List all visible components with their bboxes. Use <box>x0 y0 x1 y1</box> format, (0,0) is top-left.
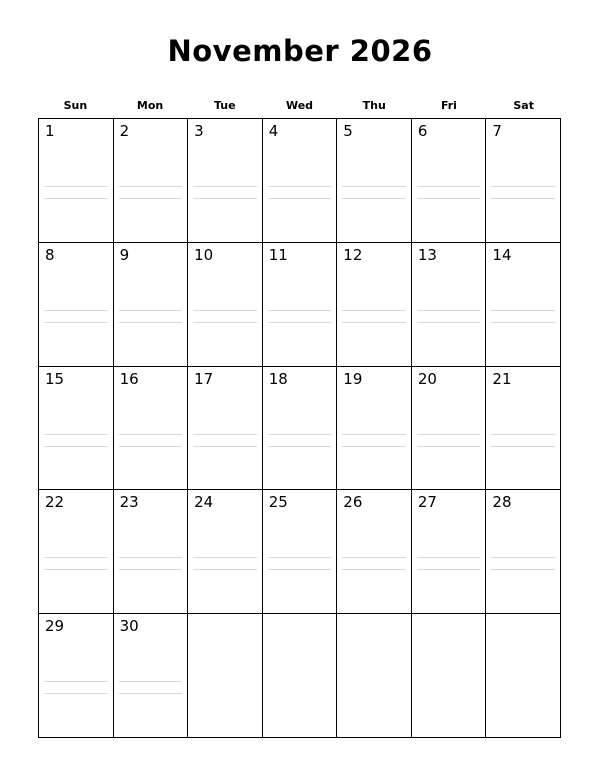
note-line <box>491 322 555 323</box>
day-cell <box>412 119 487 243</box>
day-number: 17 <box>194 369 214 388</box>
day-number: 20 <box>417 369 437 388</box>
note-line <box>491 557 555 558</box>
day-cell <box>39 243 114 367</box>
calendar-title: November 2026 <box>167 34 433 68</box>
day-cell <box>39 614 114 738</box>
note-line <box>193 186 257 187</box>
day-cell <box>337 490 412 614</box>
day-number: 5 <box>343 122 353 140</box>
note-line <box>417 186 481 187</box>
note-line <box>119 557 183 558</box>
day-cell <box>486 243 561 367</box>
note-line <box>193 446 257 447</box>
day-cell <box>412 243 487 367</box>
day-cell <box>263 243 338 367</box>
empty-day-cell <box>337 614 412 738</box>
day-number: 6 <box>417 122 428 140</box>
day-cell <box>337 119 412 243</box>
note-line <box>119 186 183 187</box>
day-number: 18 <box>268 369 288 388</box>
note-line <box>268 186 332 187</box>
note-line <box>268 557 332 558</box>
day-cell <box>486 490 561 614</box>
day-number: 21 <box>492 369 512 388</box>
note-line <box>417 310 481 311</box>
day-cell <box>114 614 189 738</box>
note-line <box>342 322 406 323</box>
note-line <box>119 434 183 435</box>
weekday-thu: Thu <box>362 99 386 112</box>
note-line <box>491 434 555 435</box>
day-cell <box>188 367 263 491</box>
note-line <box>268 310 332 311</box>
day-cell <box>39 490 114 614</box>
day-cell <box>412 367 487 491</box>
day-cell <box>114 367 189 491</box>
note-line <box>491 569 555 570</box>
day-number: 24 <box>194 493 214 512</box>
day-number: 4 <box>268 122 279 140</box>
day-cell <box>412 490 487 614</box>
note-line <box>342 557 406 558</box>
day-number: 28 <box>492 493 512 512</box>
empty-day-cell <box>486 614 561 738</box>
day-number: 13 <box>417 245 437 264</box>
note-line <box>44 557 108 558</box>
note-line <box>44 693 108 694</box>
day-number: 3 <box>194 122 204 140</box>
note-line <box>44 569 108 570</box>
note-line <box>44 446 108 447</box>
note-line <box>119 681 183 682</box>
day-cell <box>39 367 114 491</box>
empty-day-cell <box>263 614 338 738</box>
day-number: 30 <box>119 617 139 636</box>
weekday-sat: Sat <box>513 99 534 112</box>
day-number: 23 <box>119 493 139 512</box>
note-line <box>268 569 332 570</box>
note-line <box>44 681 108 682</box>
day-number: 22 <box>45 493 65 512</box>
note-line <box>491 310 555 311</box>
note-line <box>417 322 481 323</box>
weekday-sun: Sun <box>63 99 88 112</box>
day-number: 16 <box>119 369 139 388</box>
note-line <box>342 569 406 570</box>
note-line <box>268 446 332 447</box>
day-number: 9 <box>119 245 130 264</box>
note-line <box>268 198 332 199</box>
note-line <box>491 186 555 187</box>
day-cell <box>114 119 189 243</box>
empty-day-cell <box>188 614 263 738</box>
note-line <box>193 557 257 558</box>
note-line <box>491 446 555 447</box>
note-line <box>417 198 481 199</box>
day-cell <box>486 367 561 491</box>
note-line <box>417 434 481 435</box>
note-line <box>119 569 183 570</box>
day-cell <box>263 367 338 491</box>
note-line <box>268 322 332 323</box>
note-line <box>417 446 481 447</box>
weekday-mon: Mon <box>136 99 164 112</box>
note-line <box>119 198 183 199</box>
day-number: 1 <box>45 122 55 140</box>
note-line <box>342 434 406 435</box>
day-number: 25 <box>268 493 288 512</box>
note-line <box>342 198 406 199</box>
note-line <box>193 198 257 199</box>
day-number: 7 <box>492 122 502 140</box>
day-cell <box>114 490 189 614</box>
day-cell <box>263 490 338 614</box>
day-number: 2 <box>119 122 130 140</box>
day-cell <box>39 119 114 243</box>
note-line <box>268 434 332 435</box>
day-cell <box>337 243 412 367</box>
day-number: 19 <box>343 369 363 388</box>
note-line <box>342 446 406 447</box>
note-line <box>342 186 406 187</box>
note-line <box>417 557 481 558</box>
day-cell <box>337 367 412 491</box>
day-number: 12 <box>343 245 363 264</box>
day-number: 26 <box>343 493 363 512</box>
note-line <box>193 322 257 323</box>
calendar-grid <box>38 118 561 738</box>
note-line <box>193 569 257 570</box>
weekday-wed: Wed <box>285 99 314 112</box>
note-line <box>342 310 406 311</box>
note-line <box>193 434 257 435</box>
note-line <box>119 310 183 311</box>
note-line <box>44 186 108 187</box>
note-line <box>119 446 183 447</box>
note-line <box>119 693 183 694</box>
day-number: 14 <box>492 245 512 264</box>
weekday-header <box>38 99 561 115</box>
day-cell <box>188 490 263 614</box>
day-number: 11 <box>268 245 288 264</box>
weekday-fri: Fri <box>440 99 457 112</box>
note-line <box>44 310 108 311</box>
weekday-tue: Tue <box>214 99 236 112</box>
day-cell <box>263 119 338 243</box>
note-line <box>119 322 183 323</box>
note-line <box>44 322 108 323</box>
note-line <box>44 434 108 435</box>
day-number: 10 <box>194 245 214 264</box>
day-cell <box>486 119 561 243</box>
empty-day-cell <box>412 614 487 738</box>
note-line <box>44 198 108 199</box>
day-number: 15 <box>45 369 65 388</box>
day-number: 27 <box>417 493 437 512</box>
day-cell <box>188 243 263 367</box>
note-line <box>193 310 257 311</box>
note-line <box>417 569 481 570</box>
note-line <box>491 198 555 199</box>
day-cell <box>114 243 189 367</box>
day-number: 8 <box>45 245 55 264</box>
day-cell <box>188 119 263 243</box>
day-number: 29 <box>45 617 65 636</box>
